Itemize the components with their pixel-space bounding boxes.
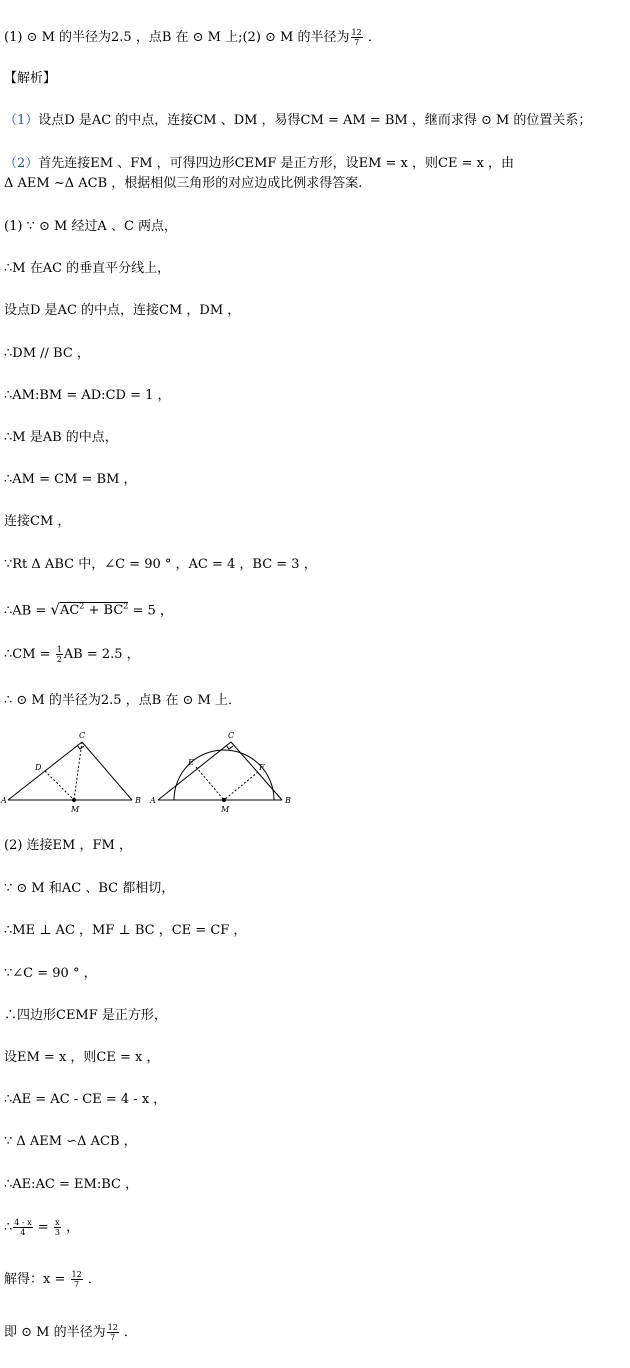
label-d1: D [35, 763, 42, 772]
label-a1: A [1, 796, 7, 805]
label-c2: C [228, 731, 235, 740]
p1-line: ∴DM // BC ， [4, 346, 90, 361]
p1-line: 连接CM ， [4, 514, 71, 529]
conclusion-1: ∴ ⊙ M 的半径为2.5 ，点B 在 ⊙ M 上． [4, 693, 241, 708]
p1-line: ∴M 在AC 的垂直平分线上， [4, 261, 171, 276]
label-m2: M [221, 805, 230, 814]
p2-line: ∵ ⊙ M 和AC 、BC 都相切， [4, 881, 175, 896]
p2-line: ∴ME ⊥ AC ，MF ⊥ BC ，CE = CF ， [4, 923, 247, 938]
label-a2: A [150, 796, 156, 805]
p1-line: ∴M 是AB 的中点， [4, 430, 118, 445]
analysis-step-2-cont: Δ AEM ~Δ ACB ，根据相似三角形的对应边成比例求得答案. [4, 176, 363, 191]
analysis-step-2: （2）首先连接EM 、FM ，可得四边形CEMF 是正方形，设EM = x ，则CE = x ，由 [4, 156, 515, 171]
solve-line: 解得：x = $\frac{12}{7}$ ． [4, 1270, 101, 1289]
p2-line: ∴AE = AC - CE = 4 - x ， [4, 1092, 167, 1107]
p1-line: ∵Rt Δ ABC 中，∠C = 90 ° ，AC = 4 ，BC = 3 ， [4, 557, 317, 572]
figure-1 [8, 742, 132, 800]
p1-line: ∴AM:BM = AD:CD = 1 ， [4, 388, 171, 403]
answer-text: (1) ⊙ M 的半径为2.5 ，点B 在 ⊙ M 上;(2) ⊙ M 的半径为 [4, 30, 350, 45]
cm-formula: ∴CM = $\frac{1}{2}$ AB = 2.5 ， [4, 645, 140, 664]
p2-line: ∴AE:AC = EM:BC ， [4, 1177, 139, 1192]
label-e2: E [188, 758, 194, 767]
label-m1: M [71, 805, 80, 814]
p2-line: 设EM = x ，则CE = x ， [4, 1050, 160, 1065]
p1-line: 设点D 是AC 的中点，连接CM ，DM ， [4, 303, 241, 318]
point-m-2 [222, 798, 226, 802]
proportion-equation: ∴ $\frac{4 - x}{4}$ = $\frac{x}{3}$ ， [4, 1218, 80, 1237]
ab-formula: ∴AB = $√AC^2 + BC^2 = 5$ ， [4, 600, 173, 619]
p2-line: ∴四边形CEMF 是正方形， [4, 1008, 167, 1023]
half-fraction: $\frac{1}{2}$ [56, 645, 62, 664]
label-b2: B [285, 796, 291, 805]
label-b1: B [135, 796, 141, 805]
answer-fraction: $\frac{12}{7}$ [351, 28, 362, 47]
analysis-header: 【解析】 [4, 71, 57, 86]
p2-line: ∵ Δ AEM ∽Δ ACB ， [4, 1134, 137, 1149]
analysis-step-1: （1）设点D 是AC 的中点，连接CM 、DM ，易得CM = AM = BM ，继而求得 ⊙ M 的位置关系； [4, 113, 592, 128]
label-c1: C [79, 731, 86, 740]
label-f2: F [259, 763, 265, 772]
p1-line: (1) ∵ ⊙ M 经过A 、C 两点， [4, 219, 178, 234]
answer-line: (1) ⊙ M 的半径为2.5 ，点B 在 ⊙ M 上;(2) ⊙ M 的半径为 $\frac{12}{7}$ ． [4, 28, 381, 47]
geometry-figures [0, 728, 300, 818]
p1-line: ∴AM = CM = BM ， [4, 472, 137, 487]
p2-line: ∵∠C = 90 ° ， [4, 966, 97, 981]
p2-line: (2) 连接EM ，FM ， [4, 838, 132, 853]
final-line: 即 ⊙ M 的半径为 $\frac{12}{7}$ ． [4, 1323, 137, 1342]
point-m-1 [72, 798, 76, 802]
